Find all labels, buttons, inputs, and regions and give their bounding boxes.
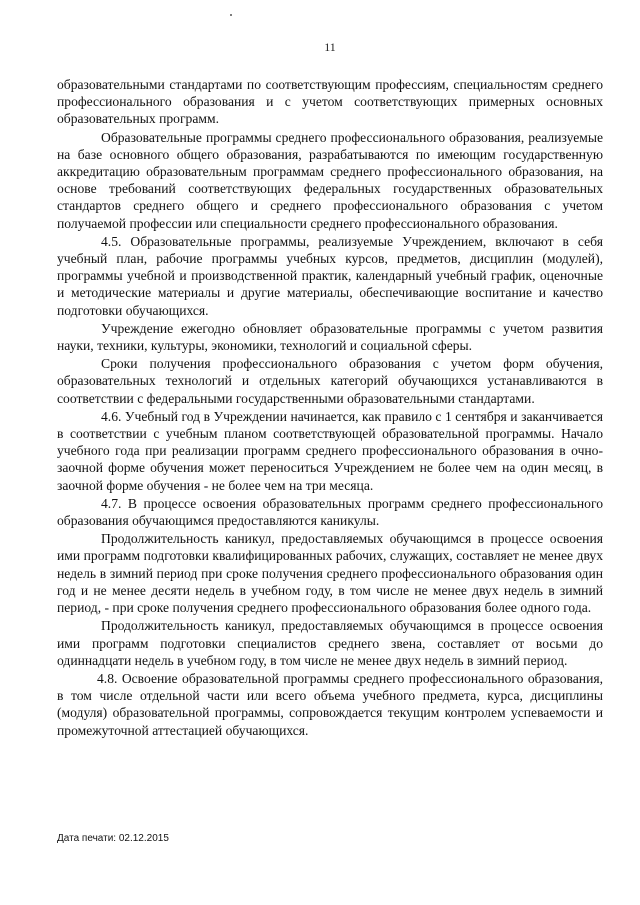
paragraph-annual-update: Учреждение ежегодно обновляет образовательные программы с учетом развития науки, техники, культуры, экономики, технологий и социальной сферы.: [57, 320, 603, 354]
paragraph-vacation-workers: Продолжительность каникул, предоставляемых обучающимся в процессе освоения ими программ подготовки квалифицированных рабочих, служащих, составляет не менее двух недель в зимний период при сроке получения среднего профессионального образования один год и не менее десяти недель в учебном году, в том числе не менее двух недель в зимний период, - при сроке получения среднего профессионального образования более одного года.: [57, 531, 603, 616]
paragraph-4-8: 4.8. Освоение образовательной программы среднего профессионального образования, в том числе отдельной части или всего объема учебного предмета, курса, дисциплины (модуля) образовательной программы, сопровождается текущим контролем успеваемости и промежуточной аттестацией обучающихся.: [57, 670, 603, 738]
paragraph-programs-basis: Образовательные программы среднего профессионального образования, реализуемые на базе основного общего образования, разрабатываются по имеющим государственную аккредитацию образовательным программам среднего профессионального образования, на основе требований соответствующих федеральных государственных образовательных стандартов среднего общего и среднего профессионального образования с учетом получаемой профессии или специальности среднего профессионального образования.: [57, 129, 603, 231]
paragraph-4-5: 4.5. Образовательные программы, реализуемые Учреждением, включают в себя учебный план, рабочие программы учебных курсов, предметов, дисциплин (модулей), программы учебной и производственной практик, календарный учебный график, оценочные и методические материалы и другие материалы, обеспечивающие воспитание и качество подготовки обучающихся.: [57, 233, 603, 318]
paragraph-4-6: 4.6. Учебный год в Учреждении начинается, как правило с 1 сентября и заканчивается в соответствии с учебным планом соответствующей образовательной программы. Начало учебного года при реализации программ среднего профессионального образования в очно-заочной форме обучения может переноситься Учреждением не более чем на один месяц, в заочной форме обучения - не более чем на три месяца.: [57, 408, 603, 493]
paragraph-terms: Сроки получения профессионального образования с учетом форм обучения, образовательных технологий и отдельных категорий обучающихся устанавливаются в соответствии с федеральными государственными образовательными стандартами.: [57, 356, 603, 406]
paragraph-vacation-specialists: Продолжительность каникул, предоставляемых обучающимся в процессе освоения ими программ подготовки специалистов среднего звена, составляет от восьми до одиннадцати недель в учебном году, в том числе не менее двух недель в зимний период.: [57, 618, 603, 668]
page-number: 11: [324, 40, 336, 54]
scan-speck: [230, 14, 232, 16]
paragraph-continuation: образовательными стандартами по соответствующим профессиям, специальностям среднего профессионального образования и с учетом соответствующих примерных основных образовательных программ.: [57, 77, 603, 127]
paragraph-4-7: 4.7. В процессе освоения образовательных программ среднего профессионального образования обучающимся предоставляются каникулы.: [57, 495, 603, 529]
body-text: [57, 76, 603, 740]
print-date: Дата печати: 02.12.2015: [57, 833, 169, 844]
